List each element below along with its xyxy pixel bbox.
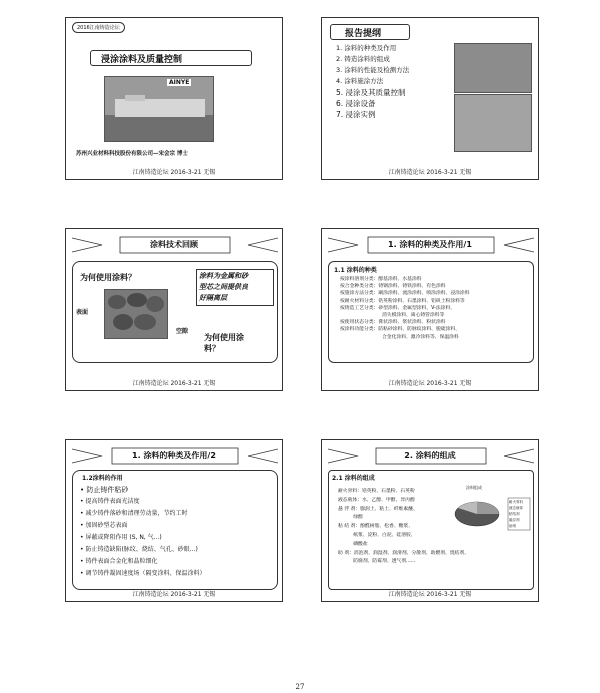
section-heading: 1.2涂料的作用 bbox=[82, 475, 123, 482]
list-item: • 防止铸件粘砂 bbox=[80, 486, 129, 494]
list-item: 按使用状态分类：膏状涂料、浆状涂料、粉状涂料 bbox=[340, 320, 446, 326]
list-item: • 铸件表面合金化和晶粒细化 bbox=[80, 558, 158, 565]
outline-item: 7. 浸涂实例 bbox=[336, 110, 376, 119]
list-item: 防腐剂、防霉剂、透气剂...... bbox=[338, 559, 416, 565]
conference-photo-bottom bbox=[454, 94, 532, 152]
outline-item: 2. 铸造涂料的组成 bbox=[336, 55, 390, 63]
pie-chart bbox=[450, 484, 532, 538]
conference-photo-top bbox=[454, 43, 532, 93]
author-line: 苏州兴业材料科技股份有限公司—宋会宗 博士 bbox=[76, 151, 188, 157]
list-item: 液态载体：水、乙醇、甲醇、异丙醇 bbox=[338, 497, 415, 503]
answer-line: 涂料为金属和砂 bbox=[199, 272, 248, 280]
outline-item: 1. 涂料的种类及作用 bbox=[336, 44, 397, 52]
list-item: • 提高铸件表面光洁度 bbox=[80, 498, 140, 505]
outline-item: 5. 浸涂及其质量控制 bbox=[336, 88, 406, 97]
list-item: 按涂料溶剂分类：醇基涂料、水基涂料 bbox=[340, 277, 422, 282]
slide-footer: 江南铸造论坛 2016-3-21 无锡 bbox=[132, 380, 216, 387]
outline-item: 3. 涂料的性能及检测方法 bbox=[336, 66, 410, 74]
slide-footer: 江南铸造论坛 2016-3-21 无锡 bbox=[388, 591, 472, 598]
list-item: • 屏蔽或降阻作用 (S, N, 气...) bbox=[80, 534, 162, 541]
slide-title: 2. 涂料的组成 bbox=[404, 451, 456, 460]
list-item: 耐火骨料：锆英粉、石墨粉、石英粉 bbox=[338, 489, 415, 494]
section-heading: 1.1 涂料的种类 bbox=[334, 267, 377, 274]
list-item: 纸浆、淀粉、白泥、硅溶胶、 bbox=[338, 532, 416, 538]
factory-photo bbox=[104, 76, 214, 142]
list-item: 按涂料功能分类：防粘砂涂料、防脉纹涂料、脱硫涂料、 bbox=[340, 327, 460, 333]
slide-title: 1. 涂料的种类及作用/1 bbox=[388, 240, 472, 249]
slide-3 bbox=[65, 228, 283, 391]
title-ribbon bbox=[328, 236, 532, 254]
chart-legend bbox=[509, 499, 523, 529]
page-number: 27 bbox=[295, 683, 305, 691]
list-item: 助 剂：消泡剂、润湿剂、润滑剂、分散剂、助燃剂、烧结剂、 bbox=[338, 550, 470, 556]
title-scroll bbox=[90, 50, 252, 66]
outline-item: 6. 浸涂设备 bbox=[336, 99, 376, 108]
answer-box bbox=[196, 269, 274, 306]
legend-item: 助剂 bbox=[509, 524, 516, 528]
photo-logo: AINYE bbox=[169, 79, 190, 86]
legend-item: 耐火骨料 bbox=[509, 500, 523, 504]
answer-line: 好隔离层 bbox=[199, 294, 227, 302]
legend-item: 粘结剂 bbox=[509, 512, 520, 516]
slide-footer: 江南铸造论坛 2016-3-21 无锡 bbox=[388, 380, 472, 387]
title-ribbon bbox=[328, 447, 532, 465]
outline-list bbox=[336, 43, 409, 120]
slide-footer: 江南铸造论坛 2016-3-21 无锡 bbox=[132, 169, 216, 176]
chart-title: 涂料组成 bbox=[466, 485, 482, 490]
question2-line: 料？ bbox=[204, 344, 220, 353]
sand-grain-image bbox=[104, 289, 168, 339]
list-item: • 调节铸件凝固速度场（隔变涂料、保温涂料） bbox=[80, 570, 206, 577]
slide-title: 1. 涂料的种类及作用/2 bbox=[132, 451, 216, 460]
question2-line: 为何使用涂 bbox=[204, 333, 244, 342]
slide-footer: 江南铸造论坛 2016-3-21 无锡 bbox=[132, 591, 216, 598]
list-item: • 加固砂型芯表面 bbox=[80, 522, 128, 529]
list-item: 按合金种类分类：铸钢涂料、铸铁涂料、有色涂料 bbox=[340, 284, 446, 290]
sand-grains bbox=[105, 290, 167, 338]
question2-text bbox=[204, 332, 244, 354]
outline-item: 4. 涂料施涂方法 bbox=[336, 77, 384, 85]
slide-4 bbox=[321, 228, 539, 391]
legend-item: 悬浮剂 bbox=[509, 518, 520, 522]
slide-title: 浸涂涂料及质量控制 bbox=[101, 55, 183, 65]
factory-image bbox=[105, 77, 213, 141]
slide-title: 涂料技术回顾 bbox=[150, 240, 198, 249]
slide-6 bbox=[321, 439, 539, 602]
list-item: 悬 浮 剂：膨润土、粘土、纤维素醚、 bbox=[338, 506, 418, 512]
slide-1 bbox=[65, 17, 283, 180]
list-item: 按铸造工艺分类：砂型涂料、金属型涂料、V-法涂料、 bbox=[340, 305, 456, 311]
pore-label: 空隙 bbox=[176, 328, 189, 335]
slide-2 bbox=[321, 17, 539, 180]
title-scroll bbox=[330, 24, 410, 40]
list-item: 合金化涂料、激冷涂料等、保温涂料 bbox=[382, 334, 459, 340]
forum-tag: 2016江南铸造论坛 bbox=[72, 22, 125, 33]
answer-line: 型芯之间提供良 bbox=[199, 283, 248, 291]
slide-title: 报告提纲 bbox=[345, 29, 382, 39]
function-list bbox=[80, 484, 205, 580]
section-heading: 2.1 涂料的组成 bbox=[332, 475, 375, 482]
list-item: 消失模涂料、离心铸管涂料等 bbox=[382, 313, 445, 319]
list-item: 按施涂方法分类：刷涂涂料、流涂涂料、喷涂涂料、浸涂涂料 bbox=[340, 291, 470, 297]
type-list bbox=[340, 276, 470, 341]
question-text: 为何使用涂料？ bbox=[80, 273, 136, 282]
list-item: 磷酸盐 bbox=[338, 541, 368, 547]
title-ribbon bbox=[72, 447, 276, 465]
slide-footer: 江南铸造论坛 2016-3-21 无锡 bbox=[388, 169, 472, 176]
list-item: 按耐火材料分类：锆英粉涂料、石墨涂料、铝矾土粉涂料等 bbox=[340, 298, 465, 304]
legend-item: 液态载体 bbox=[509, 506, 523, 510]
list-item: • 防止铸造缺陷(脉纹、烧结、气孔、砂眼...) bbox=[80, 546, 198, 553]
list-item: 绿醇 bbox=[338, 515, 363, 521]
list-item: 粘 结 剂：酚醛树脂、松香、糖浆、 bbox=[338, 524, 414, 530]
slide-5 bbox=[65, 439, 283, 602]
list-item: • 减少铸件落砂和清理劳动量，节约工时 bbox=[80, 510, 188, 517]
pie-slice bbox=[477, 502, 499, 514]
surface-label: 表面 bbox=[76, 309, 89, 316]
title-ribbon bbox=[72, 236, 276, 254]
